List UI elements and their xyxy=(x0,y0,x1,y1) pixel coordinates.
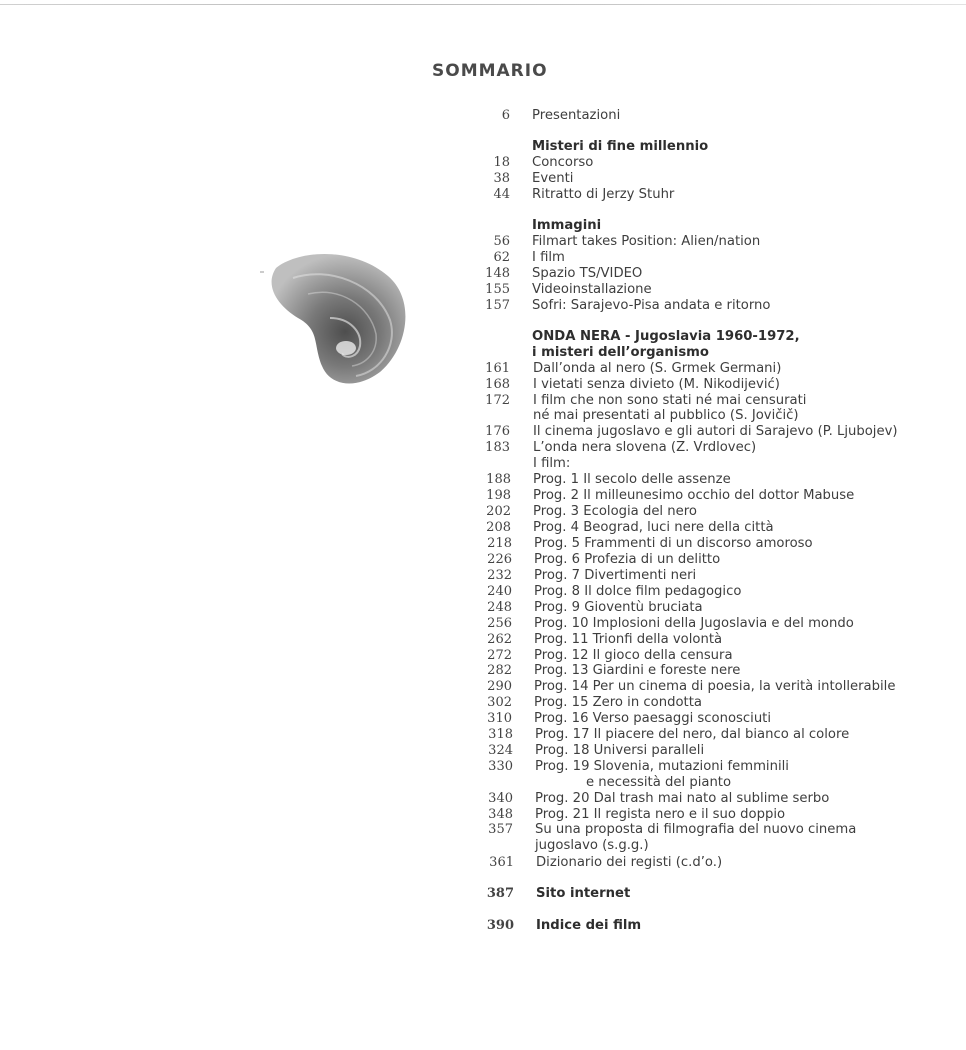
toc-entry-text: Sofri: Sarajevo-Pisa andata e ritorno xyxy=(532,298,771,313)
toc-entry-text: Prog. 4 Beograd, luci nere della città xyxy=(533,520,774,535)
toc-page-number: 330 xyxy=(488,759,513,774)
toc-entry xyxy=(0,822,966,838)
toc-entry-text: Misteri di fine millennio xyxy=(532,139,709,154)
toc-page-number: 282 xyxy=(487,663,512,678)
toc-page-number: 248 xyxy=(487,600,512,615)
toc-page-number: 361 xyxy=(489,855,514,870)
toc-entry xyxy=(0,488,966,504)
toc-entry-text: Prog. 19 Slovenia, mutazioni femminili xyxy=(535,759,789,774)
toc-page-number: 310 xyxy=(487,711,512,726)
toc-entry xyxy=(0,424,966,440)
page-title: SOMMARIO xyxy=(432,61,548,81)
toc-entry xyxy=(0,171,966,187)
toc-entry xyxy=(0,775,966,791)
toc-entry-text: Immagini xyxy=(532,218,602,233)
toc-entry-text: Videoinstallazione xyxy=(532,282,652,297)
toc-page-number: 262 xyxy=(487,632,512,647)
toc-entry xyxy=(0,282,966,298)
toc-entry-text: Prog. 11 Trionfi della volontà xyxy=(534,632,723,647)
toc-entry-text: i misteri dell’organismo xyxy=(532,345,709,360)
toc-page-number: 240 xyxy=(487,584,512,599)
toc-entry-text: I film: xyxy=(533,456,571,471)
toc-entry xyxy=(0,408,966,424)
toc-entry xyxy=(0,600,966,616)
toc-entry xyxy=(0,440,966,456)
toc-page-number: 157 xyxy=(485,298,510,313)
toc-page-number: 387 xyxy=(486,886,514,901)
toc-entry xyxy=(0,108,966,124)
toc-page-number: 302 xyxy=(487,695,512,710)
toc-entry xyxy=(0,584,966,600)
toc-entry xyxy=(0,886,966,902)
toc-entry-text: Prog. 12 Il gioco della censura xyxy=(534,648,733,663)
toc-entry-text: Dizionario dei registi (c.d’o.) xyxy=(536,855,723,870)
toc-page-number: 188 xyxy=(486,472,511,487)
toc-entry xyxy=(0,727,966,743)
toc-entry xyxy=(0,663,966,679)
toc-entry xyxy=(0,139,966,155)
toc-entry-text: Prog. 20 Dal trash mai nato al sublime serbo xyxy=(535,791,830,806)
toc-page-number: 340 xyxy=(488,791,513,806)
toc-entry-text: e necessità del pianto xyxy=(586,775,732,790)
toc-page-number: 148 xyxy=(485,266,510,281)
toc-entry-text: L’onda nera slovena (Z. Vrdlovec) xyxy=(533,440,757,455)
toc-page-number: 290 xyxy=(487,679,512,694)
toc-page-number: 202 xyxy=(486,504,511,519)
toc-entry xyxy=(0,711,966,727)
toc-entry-text: Prog. 13 Giardini e foreste nere xyxy=(534,663,741,678)
toc-entry xyxy=(0,456,966,472)
toc-entry xyxy=(0,838,966,854)
toc-entry xyxy=(0,743,966,759)
toc-entry xyxy=(0,329,966,345)
toc-page-number: 183 xyxy=(485,440,510,455)
toc-entry-text: Sito internet xyxy=(536,886,631,901)
toc-entry xyxy=(0,759,966,775)
toc-entry-text: Il cinema jugoslavo e gli autori di Sarajevo (P. Ljubojev) xyxy=(533,424,898,439)
toc-page-number: 176 xyxy=(485,424,510,439)
toc-entry xyxy=(0,234,966,250)
toc-entry xyxy=(0,632,966,648)
toc-entry xyxy=(0,679,966,695)
toc-entry xyxy=(0,791,966,807)
toc-page-number: 168 xyxy=(485,377,510,392)
toc-entry xyxy=(0,504,966,520)
toc-entry-text: Prog. 14 Per un cinema di poesia, la verità intollerabile xyxy=(534,679,896,694)
toc-page-number: 256 xyxy=(487,616,512,631)
toc-entry xyxy=(0,520,966,536)
toc-page-number: 218 xyxy=(487,536,512,551)
toc-page-number: 318 xyxy=(488,727,513,742)
toc-entry xyxy=(0,536,966,552)
toc-page-number: 324 xyxy=(488,743,513,758)
toc-page-number: 161 xyxy=(485,361,510,376)
toc-entry-text: Ritratto di Jerzy Stuhr xyxy=(532,187,675,202)
toc-page-number: 348 xyxy=(488,807,513,822)
toc-entry xyxy=(0,568,966,584)
toc-entry-text: Prog. 15 Zero in condotta xyxy=(534,695,702,710)
toc-page-number: 232 xyxy=(487,568,512,583)
toc-entry-text: Prog. 5 Frammenti di un discorso amoroso xyxy=(534,536,813,551)
toc-entry-text: Prog. 6 Profezia di un delitto xyxy=(534,552,721,567)
toc-entry-text: I vietati senza divieto (M. Nikodijević) xyxy=(533,377,780,392)
toc-entry xyxy=(0,472,966,488)
toc-entry-text: Concorso xyxy=(532,155,594,170)
toc-entry-text: Prog. 8 Il dolce film pedagogico xyxy=(534,584,742,599)
toc-page-number: 44 xyxy=(493,187,510,202)
toc-entry-text: I film che non sono stati né mai censurati xyxy=(533,393,807,408)
toc-page-number: 155 xyxy=(485,282,510,297)
toc-entry xyxy=(0,918,966,934)
toc-entry xyxy=(0,807,966,823)
toc-entry-text: Prog. 17 Il piacere del nero, dal bianco al colore xyxy=(535,727,850,742)
toc-entry-text: Prog. 1 Il secolo delle assenze xyxy=(533,472,731,487)
toc-entry-text: Prog. 16 Verso paesaggi sconosciuti xyxy=(534,711,772,726)
toc-entry xyxy=(0,187,966,203)
toc-page-number: 272 xyxy=(487,648,512,663)
toc-entry xyxy=(0,345,966,361)
toc-entry xyxy=(0,218,966,234)
toc-entry-text: Prog. 9 Gioventù bruciata xyxy=(534,600,703,615)
toc-entry-text: Prog. 18 Universi paralleli xyxy=(535,743,705,758)
toc-entry xyxy=(0,250,966,266)
toc-entry xyxy=(0,393,966,409)
toc-page-number: 62 xyxy=(493,250,510,265)
toc-entry-text: Prog. 2 Il milleunesimo occhio del dottor Mabuse xyxy=(533,488,855,503)
toc-page-number: 390 xyxy=(486,918,514,933)
toc-entry-text: jugoslavo (s.g.g.) xyxy=(535,838,649,853)
toc-entry-text: Prog. 10 Implosioni della Jugoslavia e del mondo xyxy=(534,616,854,631)
toc-entry-text: I film xyxy=(532,250,565,265)
toc-entry-text: Dall’onda al nero (S. Grmek Germani) xyxy=(533,361,782,376)
toc-entry-text: Su una proposta di filmografia del nuovo cinema xyxy=(535,822,857,837)
toc-entry-text: né mai presentati al pubblico (S. Jovičič) xyxy=(533,408,799,423)
toc-page-number: 208 xyxy=(486,520,511,535)
toc-entry xyxy=(0,377,966,393)
toc-entry-text: Prog. 7 Divertimenti neri xyxy=(534,568,697,583)
toc-entry xyxy=(0,855,966,871)
toc-page-number: 198 xyxy=(486,488,511,503)
toc-page-number: 172 xyxy=(485,393,510,408)
toc-entry xyxy=(0,266,966,282)
toc-entry xyxy=(0,361,966,377)
toc-entry xyxy=(0,155,966,171)
toc-entry-text: Indice dei film xyxy=(536,918,642,933)
toc-page-number: 18 xyxy=(493,155,510,170)
toc-page-number: 38 xyxy=(493,171,510,186)
toc-entry-text: Prog. 21 Il regista nero e il suo doppio xyxy=(535,807,786,822)
toc-entry-text: Prog. 3 Ecologia del nero xyxy=(533,504,697,519)
toc-page-number: 56 xyxy=(493,234,510,249)
toc-entry xyxy=(0,648,966,664)
top-rule xyxy=(0,4,966,5)
toc-entry xyxy=(0,298,966,314)
toc-entry-text: Spazio TS/VIDEO xyxy=(532,266,643,281)
toc-entry-text: ONDA NERA - Jugoslavia 1960-1972, xyxy=(532,329,800,344)
toc-entry-text: Eventi xyxy=(532,171,574,186)
toc-entry-text: Filmart takes Position: Alien/nation xyxy=(532,234,761,249)
toc-entry-text: Presentazioni xyxy=(532,108,621,123)
toc-entry xyxy=(0,552,966,568)
toc-page-number: 226 xyxy=(487,552,512,567)
toc-page-number: 6 xyxy=(501,108,510,123)
toc-page-number: 357 xyxy=(488,822,513,837)
toc-entry xyxy=(0,616,966,632)
toc-entry xyxy=(0,695,966,711)
